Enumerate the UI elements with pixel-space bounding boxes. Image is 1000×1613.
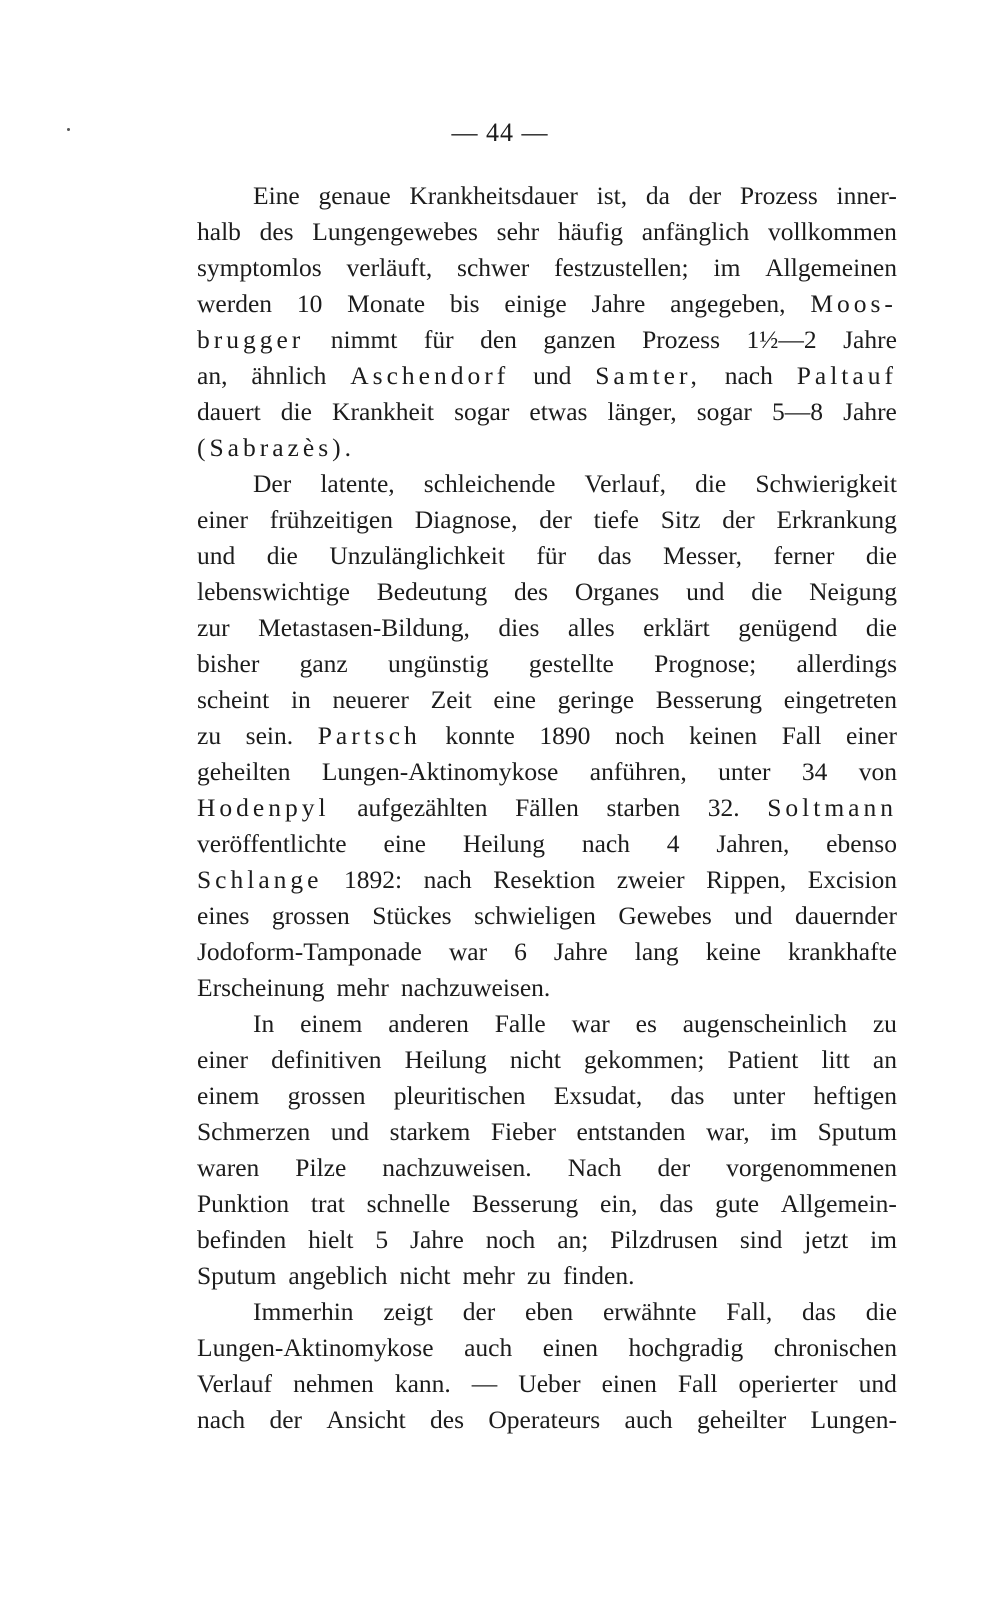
text-line xyxy=(197,646,897,682)
word: trat xyxy=(310,1189,345,1218)
word: sehr xyxy=(496,217,540,246)
word: im xyxy=(713,253,741,282)
word: der xyxy=(688,181,722,210)
word: eingetreten xyxy=(783,685,897,714)
word: Eine xyxy=(253,181,300,210)
word: und xyxy=(734,901,773,930)
word: war xyxy=(571,1009,610,1038)
word: Organes xyxy=(574,577,660,606)
word: Heilung xyxy=(404,1045,487,1074)
word: anfänglich xyxy=(641,217,750,246)
word: nicht xyxy=(509,1045,561,1074)
word: einige xyxy=(504,289,567,318)
word: Neigung xyxy=(809,577,897,606)
word: bis xyxy=(449,289,480,318)
word: nach xyxy=(423,865,472,894)
word: 1890 xyxy=(539,721,591,750)
word: jetzt xyxy=(804,1225,849,1254)
text-line xyxy=(197,1294,897,1330)
word: im xyxy=(870,1225,897,1254)
word: konnte xyxy=(445,721,515,750)
word: Allgemeinen xyxy=(765,253,897,282)
word: nach xyxy=(197,1405,246,1434)
word: geheilter xyxy=(697,1405,787,1434)
word: Moos- xyxy=(810,289,897,318)
text-line xyxy=(197,682,897,718)
word: verläuft, xyxy=(346,253,433,282)
word: war, xyxy=(706,1117,750,1146)
word: das xyxy=(802,1297,837,1326)
word: eines xyxy=(197,901,250,930)
word: bisher xyxy=(197,649,260,678)
word: die xyxy=(751,577,783,606)
word: Operateurs xyxy=(488,1405,601,1434)
word: länger, xyxy=(607,397,677,426)
word: Der xyxy=(253,469,292,498)
word: krankhafte xyxy=(787,937,897,966)
word: Schmerzen xyxy=(197,1117,311,1146)
word: heftigen xyxy=(813,1081,897,1110)
word: für xyxy=(423,325,454,354)
word: das xyxy=(670,1081,705,1110)
word: (Sabrazès). xyxy=(197,433,355,462)
word: lebenswichtige xyxy=(197,577,350,606)
word: Resektion xyxy=(493,865,596,894)
word: Prozess xyxy=(739,181,818,210)
word: entstanden xyxy=(576,1117,686,1146)
word: aufgezählten xyxy=(357,793,488,822)
word: Fall xyxy=(677,1369,718,1398)
word: der xyxy=(657,1153,691,1182)
text-line xyxy=(197,1114,897,1150)
word: Erscheinung xyxy=(197,973,325,1002)
word: mehr xyxy=(462,1261,515,1290)
word: Jahre xyxy=(843,397,897,426)
word: definitiven xyxy=(271,1045,382,1074)
word: kann. xyxy=(394,1369,451,1398)
word: auch xyxy=(464,1333,513,1362)
word: Nach xyxy=(567,1153,622,1182)
word: Ansicht xyxy=(326,1405,406,1434)
word: von xyxy=(858,757,897,786)
word: werden xyxy=(197,289,273,318)
word: für xyxy=(536,541,567,570)
word: Prozess xyxy=(642,325,721,354)
word: ungünstig xyxy=(388,649,489,678)
word: noch xyxy=(614,721,665,750)
word: Excision xyxy=(807,865,897,894)
word: Diagnose, xyxy=(414,505,518,534)
text-line xyxy=(197,286,897,322)
word: augenscheinlich xyxy=(682,1009,847,1038)
text-line xyxy=(197,754,897,790)
word: Allgemein- xyxy=(780,1189,897,1218)
word: Jahre xyxy=(843,325,897,354)
word: ebenso xyxy=(826,829,897,858)
word: nachzuweisen. xyxy=(400,973,551,1002)
word: Verlauf, xyxy=(584,469,666,498)
word: Falle xyxy=(494,1009,546,1038)
word: scheint xyxy=(197,685,270,714)
word: Fällen xyxy=(515,793,579,822)
word: Jahre xyxy=(410,1225,464,1254)
text-line xyxy=(197,898,897,934)
word: In xyxy=(253,1009,275,1038)
word: sind xyxy=(739,1225,783,1254)
word: und xyxy=(686,577,725,606)
word: nimmt xyxy=(330,325,398,354)
word: schwer xyxy=(457,253,530,282)
word: latente, xyxy=(320,469,395,498)
word: Prognose; xyxy=(654,649,757,678)
word: angegeben, xyxy=(670,289,786,318)
word: im xyxy=(770,1117,798,1146)
word: häufig xyxy=(557,217,623,246)
word: dies xyxy=(498,613,540,642)
word: Fall, xyxy=(726,1297,773,1326)
word: einem xyxy=(300,1009,363,1038)
word: grossen xyxy=(287,1081,366,1110)
word: 1½—2 xyxy=(746,325,817,354)
word: Erkrankung xyxy=(776,505,897,534)
word: zu xyxy=(872,1009,897,1038)
word: die xyxy=(266,541,298,570)
word: Jahre xyxy=(591,289,646,318)
word: chronischen xyxy=(773,1333,897,1362)
word: Sputum xyxy=(197,1261,277,1290)
word: Fall xyxy=(781,721,822,750)
text-line xyxy=(197,826,897,862)
word: Sitz xyxy=(660,505,701,534)
word: anderen xyxy=(388,1009,469,1038)
word: Metastasen-Bildung, xyxy=(258,613,470,642)
word: Lungen-Aktinomykose xyxy=(197,1333,434,1362)
word: — xyxy=(471,1369,498,1398)
word: unter xyxy=(718,757,771,786)
word: Partsch xyxy=(317,721,421,750)
word: die xyxy=(865,541,897,570)
text-line xyxy=(197,1186,897,1222)
text-line xyxy=(197,862,897,898)
word: Krankheit xyxy=(332,397,434,426)
word: sein. xyxy=(245,721,294,750)
word: sogar xyxy=(696,397,752,426)
word: den xyxy=(480,325,517,354)
text-line xyxy=(197,1078,897,1114)
text-line xyxy=(197,466,897,502)
word: frühzeitigen xyxy=(269,505,393,534)
text-line xyxy=(197,1366,897,1402)
word: pleuritischen xyxy=(393,1081,526,1110)
text-line xyxy=(197,394,897,430)
word: Jahren, xyxy=(716,829,790,858)
word: geheilten xyxy=(197,757,291,786)
text-line xyxy=(197,1150,897,1186)
word: 5—8 xyxy=(772,397,823,426)
word: starben xyxy=(606,793,681,822)
word: einer xyxy=(197,1045,248,1074)
text-line xyxy=(197,1258,897,1294)
text-line xyxy=(197,1006,897,1042)
word: in xyxy=(290,685,311,714)
word: einen xyxy=(601,1369,657,1398)
word: 5 xyxy=(375,1225,389,1254)
word: 1892: xyxy=(343,865,403,894)
word: Ueber xyxy=(518,1369,581,1398)
word: eine xyxy=(383,829,426,858)
word: und xyxy=(197,541,236,570)
word: zu xyxy=(526,1261,551,1290)
word: Rippen, xyxy=(706,865,787,894)
word: Bedeutung xyxy=(376,577,488,606)
word: ganz xyxy=(299,649,348,678)
word: ferner xyxy=(773,541,835,570)
text-line xyxy=(197,358,897,394)
word: starkem xyxy=(389,1117,471,1146)
word: 34 xyxy=(801,757,828,786)
word: zweier xyxy=(616,865,685,894)
word: das xyxy=(597,541,632,570)
word: halb xyxy=(197,217,241,246)
word: vorgenommenen xyxy=(726,1153,897,1182)
word: Lungen- xyxy=(810,1405,897,1434)
word: schleichende xyxy=(423,469,556,498)
word: sogar xyxy=(454,397,510,426)
word: Lungen-Aktinomykose xyxy=(321,757,559,786)
word: hochgradig xyxy=(628,1333,744,1362)
word: Paltauf xyxy=(796,361,897,390)
word: der xyxy=(269,1405,303,1434)
word: gute xyxy=(715,1189,760,1218)
word: schwieligen xyxy=(474,901,596,930)
word: es xyxy=(635,1009,657,1038)
word: einer xyxy=(846,721,897,750)
word: der xyxy=(722,505,755,534)
word: Exsudat, xyxy=(553,1081,643,1110)
word: ähnlich xyxy=(251,361,327,390)
word: Zeit xyxy=(430,685,472,714)
word: unter xyxy=(732,1081,786,1110)
text-line xyxy=(197,430,897,466)
word: schnelle xyxy=(366,1189,451,1218)
text-line xyxy=(197,790,897,826)
word: der xyxy=(539,505,572,534)
word: einer xyxy=(197,505,248,534)
text-line xyxy=(197,970,897,1006)
word: nehmen xyxy=(293,1369,374,1398)
word: festzustellen; xyxy=(554,253,689,282)
word: Hodenpyl xyxy=(197,793,330,822)
word: Patient xyxy=(727,1045,799,1074)
text-line xyxy=(197,934,897,970)
word: Stückes xyxy=(372,901,452,930)
word: auch xyxy=(624,1405,673,1434)
word: Aschendorf xyxy=(350,361,510,390)
word: symptomlos xyxy=(197,253,322,282)
word: operierter xyxy=(738,1369,838,1398)
word: neuerer xyxy=(332,685,409,714)
word: Punktion xyxy=(197,1189,290,1218)
word: Sputum xyxy=(817,1117,897,1146)
word: an xyxy=(872,1045,897,1074)
word: Gewebes xyxy=(618,901,712,930)
word: Besserung xyxy=(472,1189,579,1218)
word: war xyxy=(448,937,488,966)
word: hielt xyxy=(308,1225,354,1254)
word: da xyxy=(645,181,670,210)
text-line xyxy=(197,1222,897,1258)
text-line xyxy=(197,178,897,214)
word: 4 xyxy=(666,829,680,858)
word: nicht xyxy=(399,1261,451,1290)
text-line xyxy=(197,1402,897,1438)
word: Jahre xyxy=(553,937,608,966)
word: angeblich xyxy=(288,1261,388,1290)
text-line xyxy=(197,502,897,538)
text-line xyxy=(197,718,897,754)
word: mehr xyxy=(336,973,389,1002)
word: erklärt xyxy=(643,613,710,642)
word: Samter, xyxy=(595,361,701,390)
word: an, xyxy=(197,361,228,390)
word: ist, xyxy=(596,181,628,210)
word: gestellte xyxy=(528,649,614,678)
text-line xyxy=(197,1042,897,1078)
word: Immerhin xyxy=(253,1297,354,1326)
word: die xyxy=(695,469,727,498)
text-line xyxy=(197,1330,897,1366)
word: brugger xyxy=(197,325,305,354)
word: Soltmann xyxy=(767,793,897,822)
text-line xyxy=(197,322,897,358)
word: die xyxy=(865,613,897,642)
word: befinden xyxy=(197,1225,287,1254)
word: grossen xyxy=(271,901,350,930)
word: Besserung xyxy=(655,685,763,714)
word: allerdings xyxy=(796,649,897,678)
word: finden. xyxy=(562,1261,635,1290)
word: Messer, xyxy=(663,541,743,570)
word: Pilzdrusen xyxy=(610,1225,718,1254)
word: der xyxy=(462,1297,496,1326)
text-line xyxy=(197,250,897,286)
word: des xyxy=(259,217,294,246)
body-text xyxy=(197,178,897,1438)
word: geringe xyxy=(557,685,635,714)
word: Unzulänglichkeit xyxy=(329,541,505,570)
text-line xyxy=(197,574,897,610)
word: keine xyxy=(705,937,761,966)
word: ganzen xyxy=(543,325,616,354)
word: Fieber xyxy=(490,1117,556,1146)
word: die xyxy=(865,1297,897,1326)
word: einen xyxy=(542,1333,598,1362)
word: alles xyxy=(567,613,615,642)
word: gekommen; xyxy=(584,1045,705,1074)
word: zu xyxy=(197,721,222,750)
word: Pilze xyxy=(295,1153,347,1182)
word: Monate xyxy=(347,289,426,318)
text-line xyxy=(197,538,897,574)
word: anführen, xyxy=(589,757,687,786)
word: dauernder xyxy=(795,901,897,930)
word: dauert xyxy=(197,397,261,426)
word: etwas xyxy=(529,397,588,426)
word: vollkommen xyxy=(768,217,897,246)
word: Jodoform-Tamponade xyxy=(197,937,422,966)
word: lang xyxy=(634,937,679,966)
word: des xyxy=(430,1405,465,1434)
word: das xyxy=(659,1189,694,1218)
word: nach xyxy=(724,361,773,390)
word: und xyxy=(533,361,572,390)
word: Lungengewebes xyxy=(312,217,478,246)
word: eben xyxy=(525,1297,574,1326)
word: nach xyxy=(581,829,630,858)
word: 6 xyxy=(514,937,527,966)
word: Krankheitsdauer xyxy=(409,181,578,210)
word: genaue xyxy=(318,181,391,210)
word: Heilung xyxy=(462,829,545,858)
page-number: — 44 — xyxy=(451,118,549,147)
word: inner- xyxy=(836,181,897,210)
word: des xyxy=(514,577,549,606)
word: an; xyxy=(557,1225,589,1254)
word: und xyxy=(858,1369,897,1398)
word: ein, xyxy=(600,1189,638,1218)
word: einem xyxy=(197,1081,260,1110)
word: und xyxy=(330,1117,370,1146)
word: 32. xyxy=(707,793,740,822)
word: Schwierigkeit xyxy=(755,469,897,498)
word: zeigt xyxy=(383,1297,433,1326)
word: Schlange xyxy=(197,865,323,894)
word: waren xyxy=(197,1153,260,1182)
word: eine xyxy=(493,685,536,714)
word: 10 xyxy=(296,289,323,318)
text-line xyxy=(197,214,897,250)
text-line xyxy=(197,610,897,646)
word: tiefe xyxy=(593,505,639,534)
word: Verlauf xyxy=(197,1369,273,1398)
word: die xyxy=(280,397,312,426)
word: erwähnte xyxy=(602,1297,697,1326)
word: genügend xyxy=(738,613,838,642)
word: noch xyxy=(485,1225,536,1254)
word: litt xyxy=(821,1045,850,1074)
word: veröffentlichte xyxy=(197,829,347,858)
word: nachzuweisen. xyxy=(382,1153,532,1182)
word: zur xyxy=(197,613,230,642)
word: keinen xyxy=(689,721,758,750)
